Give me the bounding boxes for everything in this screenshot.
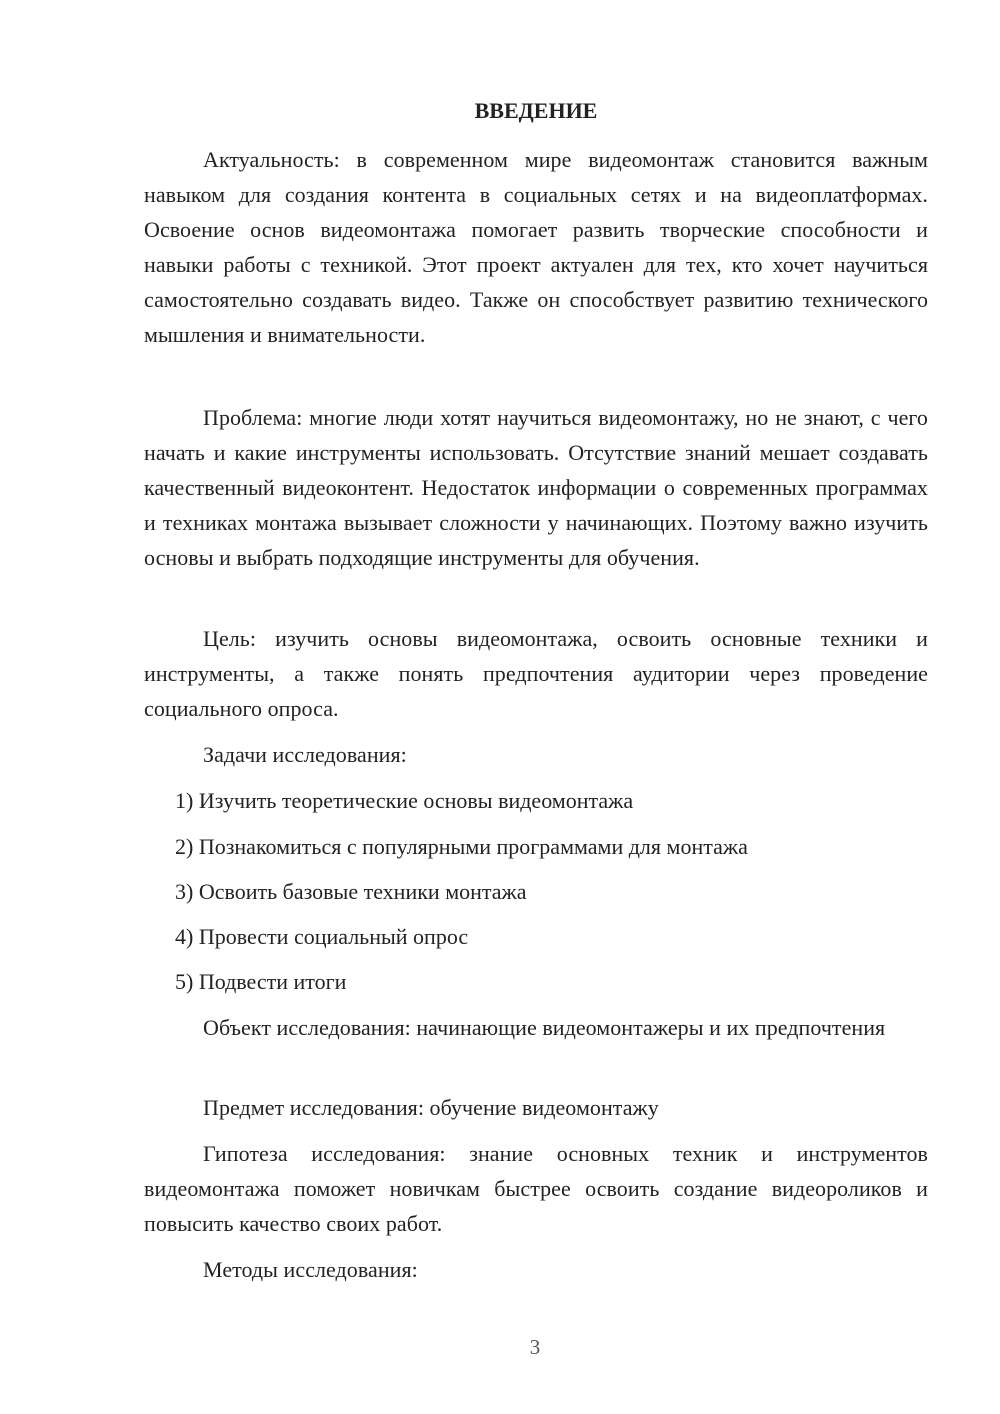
task-item-1: 1) Изучить теоретические основы видеомонтажа [175,788,634,813]
relevance-paragraph: Актуальность: в современном мире видеомонтаж становится важным навыком для создания контента в социальных сетях и на видеоплатформах. Освоение основ видеомонтажа помогает развить творческие способности и навыки работы с техникой. Этот проект актуален для тех, кто хочет научиться самостоятельно создавать видео. Также он способствует развитию технического мышления и внимательности. [144,147,928,347]
task-item-3: 3) Освоить базовые техники монтажа [175,879,527,904]
hypothesis-paragraph: Гипотеза исследования: знание основных техник и инструментов видеомонтажа поможет новичкам быстрее освоить создание видеороликов и повысить качество своих работ. [144,1141,928,1236]
tasks-heading: Задачи исследования: [203,742,407,767]
methods-heading: Методы исследования: [203,1257,418,1282]
page-number: 3 [529,1335,541,1359]
task-item-4: 4) Провести социальный опрос [175,924,469,949]
problem-paragraph: Проблема: многие люди хотят научиться видеомонтажу, но не знают, с чего начать и какие инструменты использовать. Отсутствие знаний мешает создавать качественный видеоконтент. Недостаток информации о современных программах и техниках монтажа вызывает сложности у начинающих. Поэтому важно изучить основы и выбрать подходящие инструменты для обучения. [144,405,928,570]
section-title: ВВЕДЕНИЕ [474,98,598,123]
task-item-5: 5) Подвести итоги [175,969,347,994]
object-paragraph: Объект исследования: начинающие видеомонтажеры и их предпочтения [203,1015,886,1040]
goal-paragraph: Цель: изучить основы видеомонтажа, освоить основные техники и инструменты, а также понять предпочтения аудитории через проведение социального опроса. [144,626,928,721]
task-item-2: 2) Познакомиться с популярными программами для монтажа [175,834,748,859]
subject-paragraph: Предмет исследования: обучение видеомонтажу [203,1095,659,1120]
